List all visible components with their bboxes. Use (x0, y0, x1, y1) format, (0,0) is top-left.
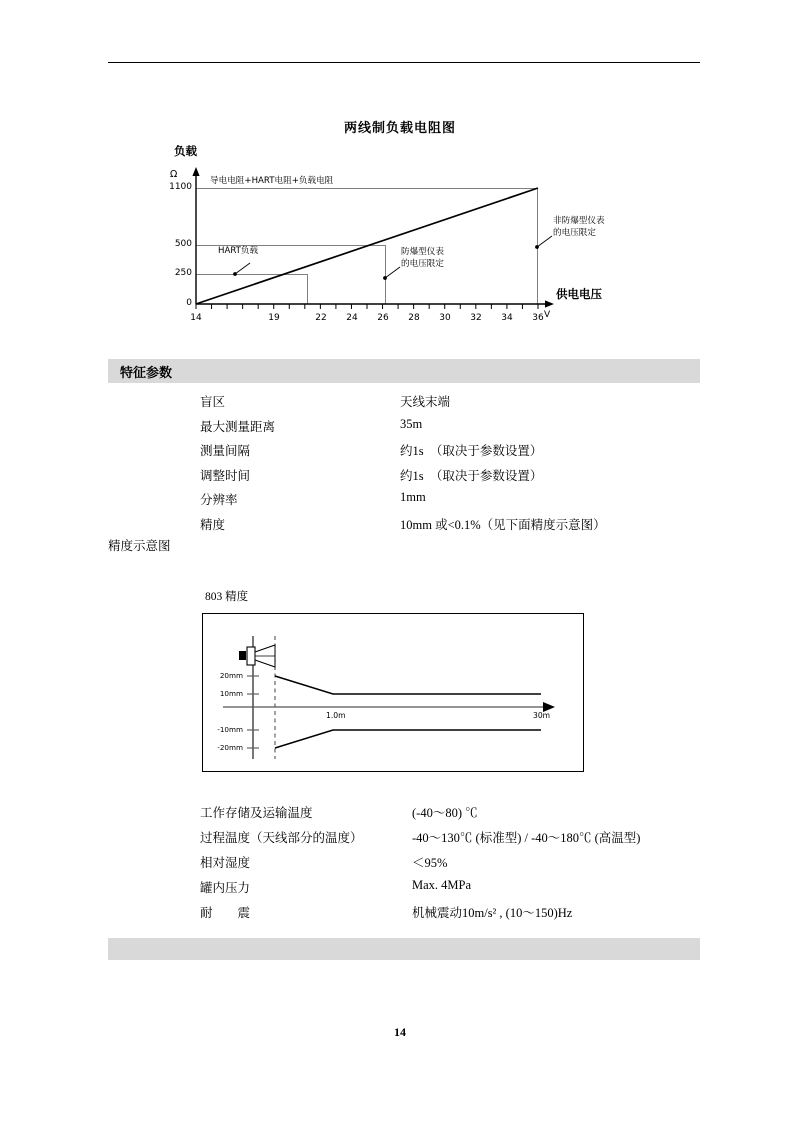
antenna-horn-icon (239, 645, 275, 667)
spec-value: 机械震动10m/s² , (10～150)Hz (412, 906, 573, 920)
chart2-x-tick-30m: 30m (533, 711, 551, 720)
chart1-y-axis-arrow (192, 167, 199, 176)
chart1-x-tick-36: 36 (532, 313, 544, 323)
chart2-y-tick-minus20mm: -20mm (217, 743, 243, 752)
chart1-y-tick-1100: 1100 (169, 182, 192, 192)
chart1-x-tick-32: 32 (470, 313, 482, 323)
table-row (200, 828, 720, 853)
spec-value: 1mm (400, 490, 426, 504)
spec-value: (-40～80) ℃ (412, 806, 478, 820)
page-number: 14 (394, 1025, 406, 1039)
table-row (200, 803, 720, 828)
accuracy-diagram-caption: 精度示意图 (108, 539, 171, 553)
chart1-y-unit: Ω (170, 169, 178, 180)
spec-value: 10mm 或<0.1%（见下面精度示意图） (400, 517, 606, 532)
chart-accuracy (202, 613, 584, 772)
chart2-svg (203, 614, 583, 771)
spec-value: 约1s （取决于参数设置） (400, 444, 543, 458)
exproof-line2: 的电压限定 (401, 258, 444, 269)
chart1-callout-non-exproof (535, 236, 552, 249)
chart1-annotation-exproof-limit (401, 247, 444, 270)
chart1-x-tick-14: 14 (190, 313, 202, 323)
table-row (200, 853, 720, 878)
chart2-y-tick-10mm: 10mm (219, 689, 243, 698)
chart1-x-tick-22: 22 (315, 313, 327, 323)
table-row (200, 878, 720, 903)
section-bar-feature-parameters (108, 359, 700, 383)
non-exproof-line2: 的电压限定 (553, 227, 596, 238)
spec-value: 约1s （取决于参数设置） (400, 468, 543, 483)
chart2-lower-tolerance-line (275, 730, 541, 748)
spec-key: 调整时间 (200, 468, 251, 483)
chart2-x-tick-1m: 1.0m (326, 711, 346, 720)
chart1-y-tick-500: 500 (174, 239, 192, 249)
chart-title-load-resistance: 两线制负载电阻图 (343, 121, 456, 136)
chart1-y-tick-0: 0 (186, 298, 192, 308)
chart1-annotation-series-label: 导电电阻+HART电阻+负载电阻 (210, 176, 334, 186)
footer-bar (108, 938, 700, 960)
chart1-x-tick-26: 26 (377, 313, 389, 323)
section-heading-feature-parameters: 特征参数 (120, 366, 173, 381)
chart1-x-tick-28: 28 (408, 313, 420, 323)
spec-value: ＜95% (412, 856, 448, 870)
chart2-x-axis-arrow (543, 702, 555, 712)
chart1-x-tick-34: 34 (501, 313, 513, 323)
table-row (200, 515, 700, 540)
spec-value: -40～130℃ (标准型) / -40～180℃ (高温型) (412, 831, 641, 845)
spec-value: 天线末端 (400, 395, 451, 409)
non-exproof-line1: 非防爆型仪表 (553, 216, 605, 226)
table-row (200, 490, 700, 515)
spec-key: 工作存储及运输温度 (200, 806, 313, 820)
spec-value: 35m (400, 416, 423, 431)
spec-key: 精度 (200, 517, 226, 532)
chart-load-resistance (160, 143, 660, 343)
chart2-y-tick-minus10mm: -10mm (217, 725, 243, 734)
spec-key: 分辨率 (200, 493, 238, 507)
chart1-y-tick-250: 250 (174, 268, 192, 278)
chart2-plot (203, 614, 583, 771)
chart1-x-unit: V (544, 310, 551, 320)
chart1-y-axis-title: 负载 (174, 144, 197, 158)
chart1-annotation-non-exproof-limit (553, 216, 605, 239)
table-row (200, 466, 700, 491)
chart1-callout-hart (233, 263, 250, 276)
spec-value: Max. 4MPa (412, 878, 472, 892)
header-rule (108, 62, 700, 63)
chart1-x-axis-arrow (545, 300, 554, 307)
exproof-line1: 防爆型仪表 (401, 247, 444, 257)
table-row (200, 392, 700, 417)
spec-key: 测量间隔 (200, 444, 251, 458)
chart1-x-axis-title: 供电电压 (556, 287, 602, 301)
spec-key: 过程温度（天线部分的温度） (200, 831, 363, 845)
spec-key: 耐 震 (200, 906, 251, 920)
table-row (200, 417, 700, 442)
spec-key: 最大测量距离 (200, 419, 276, 434)
chart1-x-tick-24: 24 (346, 313, 358, 323)
spec-key: 相对湿度 (200, 856, 251, 870)
chart1-x-tick-19: 19 (268, 313, 280, 323)
spec-key: 盲区 (200, 395, 226, 409)
chart2-title: 803 精度 (205, 591, 249, 603)
table-row (200, 441, 700, 466)
chart1-x-tick-30: 30 (439, 313, 451, 323)
chart1-annotation-hart-load: HART负载 (218, 246, 259, 256)
chart1-callout-exproof (383, 267, 400, 280)
environment-parameters-table (200, 803, 720, 928)
chart1-x-ticks (196, 304, 538, 309)
chart2-y-tick-20mm: 20mm (219, 671, 243, 680)
table-row (200, 903, 720, 928)
chart2-upper-tolerance-line (275, 676, 541, 694)
spec-key: 罐内压力 (200, 881, 251, 895)
feature-parameters-table (200, 392, 700, 539)
